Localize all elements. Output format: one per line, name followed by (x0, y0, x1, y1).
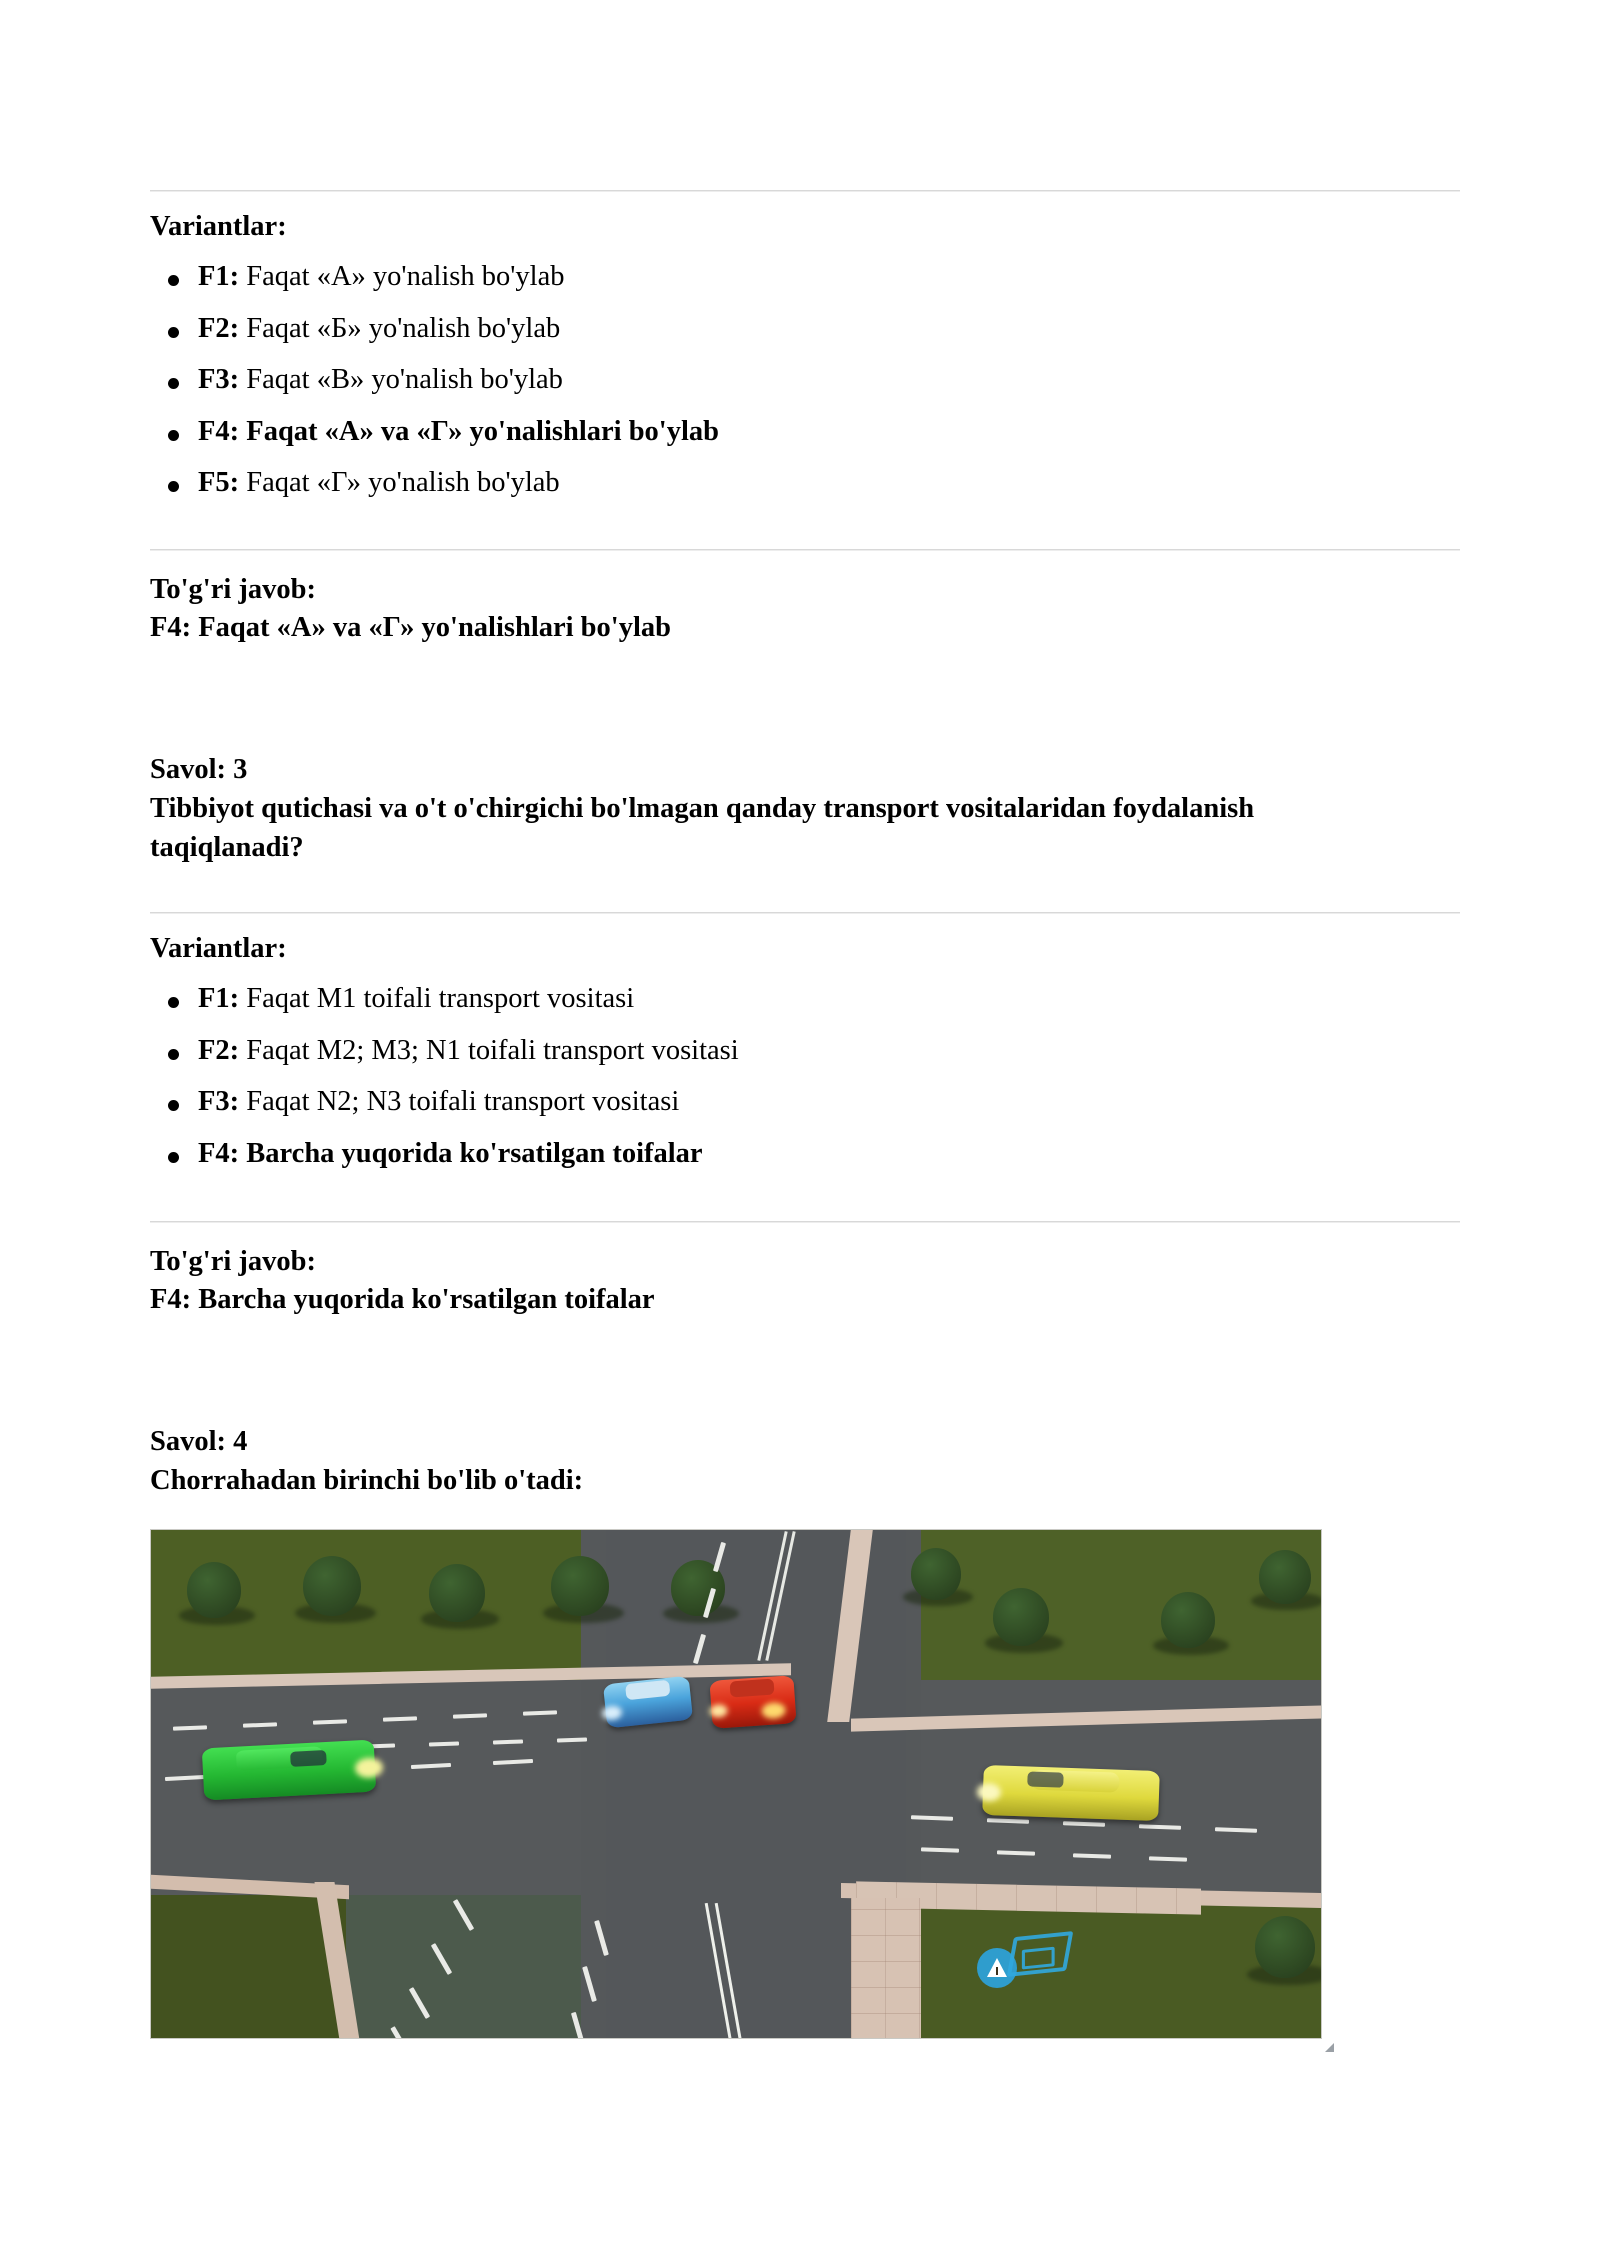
tree (911, 1548, 961, 1600)
tree (1161, 1592, 1215, 1648)
q2-option-3-text: Faqat «В» yo'nalish bo'ylab (246, 364, 563, 396)
image-resize-handle[interactable] (1322, 2041, 1336, 2055)
q2-option-2[interactable] (150, 312, 1460, 344)
gap-before-q3 (150, 647, 1460, 751)
intersection-illustration[interactable] (150, 1529, 1322, 2039)
q2-answer-label: To'g'ri javob: (150, 573, 317, 605)
q4-figure-wrapper (150, 1529, 1322, 2039)
lane-dash (431, 1943, 452, 1975)
document-content (150, 0, 1460, 2039)
q3-answer-block (150, 1243, 1460, 1319)
tree (993, 1588, 1049, 1646)
q2-option-4-tag: F4: (198, 415, 240, 447)
q3-number: Savol: 3 (150, 754, 248, 786)
q2-option-1[interactable] (150, 263, 1460, 292)
q3-options-label: Variantlar: (150, 932, 287, 964)
q3-options-list (150, 985, 1460, 1168)
q2-option-5[interactable] (150, 469, 1460, 498)
divider-above-q2-options (150, 190, 1460, 192)
tree (551, 1556, 609, 1616)
q2-option-3-tag: F3: (198, 364, 240, 396)
q2-option-5-tag: F5: (198, 467, 240, 499)
gap-before-q4 (150, 1319, 1460, 1423)
warning-exclamation-icon (996, 1967, 998, 1975)
q3-option-2-text: Faqat M2; M3; N1 toifali transport vositasi (246, 1034, 739, 1066)
watermark-logo (977, 1934, 1069, 1988)
red-car (709, 1675, 796, 1729)
divider-above-q2-answer (150, 549, 1460, 551)
q3-option-1[interactable] (150, 985, 1460, 1014)
tree (429, 1564, 485, 1622)
watermark-flag-icon (1007, 1931, 1074, 1977)
grass-bottom-left (151, 1885, 346, 2039)
top-spacer (150, 0, 1460, 190)
q3-option-4[interactable] (150, 1137, 1460, 1169)
q2-options-label: Variantlar: (150, 211, 287, 242)
divider-above-q3-options (150, 912, 1460, 914)
q2-option-4[interactable] (150, 415, 1460, 447)
tree (187, 1562, 241, 1618)
q3-option-1-tag: F1: (198, 983, 240, 1015)
q3-answer-text: F4: Barcha yuqorida ko'rsatilgan toifalar (150, 1284, 655, 1316)
tree (1255, 1916, 1315, 1978)
tree (1259, 1550, 1311, 1604)
lane-dash (409, 1987, 430, 2019)
q3-option-2[interactable] (150, 1034, 1460, 1066)
q4-question: Chorrahadan birinchi bo'lib o'tadi: (150, 1465, 584, 1497)
q3-option-3[interactable] (150, 1088, 1460, 1117)
q3-question: Tibbiyot qutichasi va o't o'chirgichi bo'lmagan qanday transport vositalaridan foydalanish taqiqlanadi? (150, 793, 1255, 863)
gap-q3-options (150, 868, 1460, 912)
q2-option-4-text: Faqat «А» va «Г» yo'nalishlari bo'ylab (246, 415, 719, 447)
q3-option-1-text: Faqat M1 toifali transport vositasi (246, 983, 635, 1015)
q2-option-1-text: Faqat «А» yo'nalish bo'ylab (246, 261, 565, 293)
q2-options-list (150, 263, 1460, 498)
lane-dash (453, 1899, 474, 1931)
green-car (202, 1739, 376, 1800)
q2-option-5-text: Faqat «Г» yo'nalish bo'ylab (246, 467, 560, 499)
q3-option-4-tag: F4: (198, 1137, 240, 1169)
blue-car (603, 1676, 693, 1729)
yellow-car (982, 1765, 1160, 1821)
tree (303, 1556, 361, 1616)
q3-option-2-tag: F2: (198, 1034, 240, 1066)
q3-answer-label: To'g'ri javob: (150, 1246, 317, 1278)
figure-scene (151, 1530, 1321, 2038)
q2-option-3[interactable] (150, 366, 1460, 395)
q3-option-3-text: Faqat N2; N3 toifali transport vositasi (246, 1086, 680, 1118)
q2-option-2-text: Faqat «Б» yo'nalish bo'ylab (246, 312, 561, 344)
q2-option-2-tag: F2: (198, 312, 240, 344)
divider-above-q3-answer (150, 1221, 1460, 1223)
q2-option-1-tag: F1: (198, 261, 240, 293)
brick-paving-bottom-right (851, 1898, 921, 2039)
q4-number: Savol: 4 (150, 1426, 248, 1458)
q3-option-3-tag: F3: (198, 1086, 240, 1118)
q2-answer-block (150, 571, 1460, 647)
q2-answer-text: F4: Faqat «А» va «Г» yo'nalishlari bo'ylab (150, 612, 671, 644)
lane-dash (390, 2026, 404, 2039)
q3-option-4-text: Barcha yuqorida ko'rsatilgan toifalar (246, 1137, 703, 1169)
